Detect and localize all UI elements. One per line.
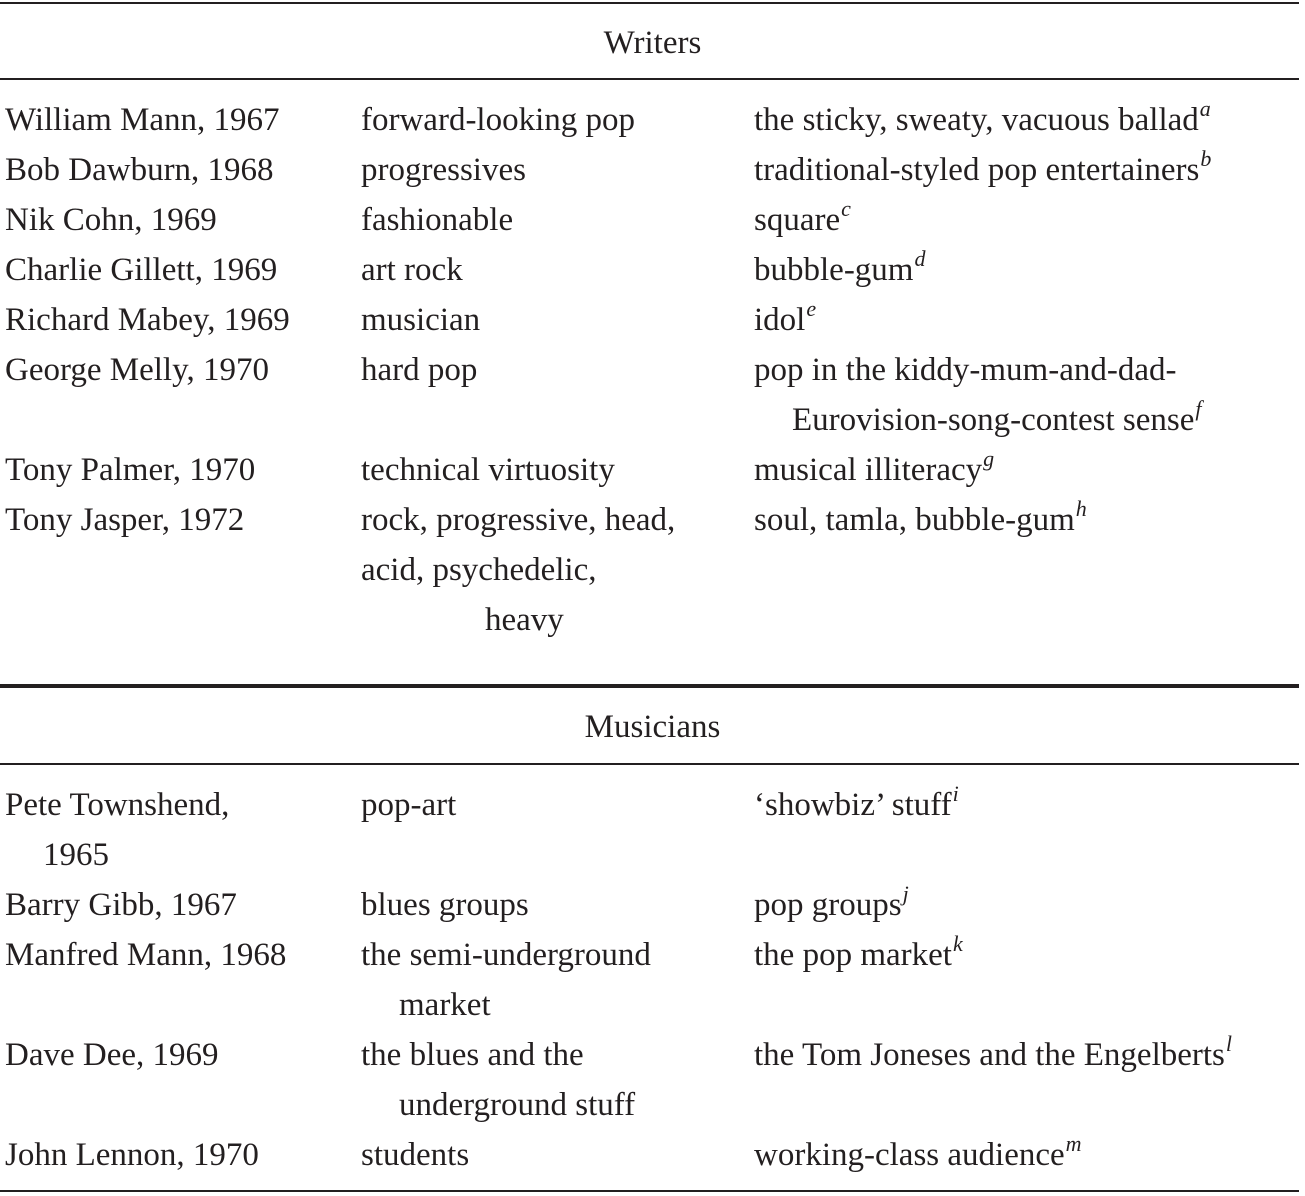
section-divider-rule: [0, 684, 1299, 688]
author-cell: Nik Cohn, 1969: [5, 202, 217, 238]
negative-term-cell: [754, 780, 959, 830]
author-cell: John Lennon, 1970: [5, 1137, 259, 1173]
negative-term-cell: [754, 145, 1211, 195]
negative-term-text: pop groups: [754, 887, 902, 923]
negative-term-text: ‘showbiz’ stuff: [754, 787, 952, 823]
negative-term-cell: [754, 445, 994, 495]
negative-term-text: idol: [754, 302, 806, 338]
footnote-marker: e: [806, 296, 817, 321]
author-cell: William Mann, 1967: [5, 102, 280, 138]
positive-term-cell: technical virtuosity: [361, 452, 615, 488]
negative-term-cell: [754, 95, 1211, 145]
footnote-marker: l: [1225, 1031, 1233, 1056]
musicians-heading: Musicians: [584, 709, 721, 745]
author-cell: Charlie Gillett, 1969: [5, 252, 278, 288]
negative-term-cell: [754, 345, 1201, 445]
writers-heading: Writers: [603, 25, 702, 61]
author-cell: Barry Gibb, 1967: [5, 887, 237, 923]
negative-term-text: bubble-gum: [754, 252, 914, 288]
negative-term-text: the Tom Joneses and the Engelberts: [754, 1037, 1225, 1073]
positive-term-cell: musician: [361, 302, 481, 338]
positive-term-line: the blues and the: [361, 1037, 584, 1073]
top-rule: [0, 2, 1299, 4]
author-cell: Tony Palmer, 1970: [5, 452, 256, 488]
negative-term-cell: [754, 1030, 1232, 1080]
negative-term-cell: [754, 495, 1087, 545]
footnote-marker: a: [1199, 96, 1211, 121]
positive-term-line: heavy: [485, 602, 564, 638]
footnote-marker: m: [1065, 1131, 1082, 1156]
writers-heading-rule: [0, 78, 1299, 80]
negative-term-text: working-class audience: [754, 1137, 1065, 1173]
positive-term-cell: [361, 930, 651, 1030]
footnote-marker: j: [902, 881, 909, 906]
positive-term-cell: pop-art: [361, 787, 457, 823]
negative-term-line: pop in the kiddy-mum-and-dad-: [754, 352, 1177, 388]
author-line: 1965: [43, 837, 109, 873]
author-cell: Tony Jasper, 1972: [5, 502, 245, 538]
author-cell: Richard Mabey, 1969: [5, 302, 290, 338]
bottom-rule: [0, 1190, 1299, 1192]
positive-term-cell: students: [361, 1137, 470, 1173]
negative-term-cell: [754, 930, 963, 980]
author-cell: [5, 780, 229, 880]
positive-term-cell: art rock: [361, 252, 463, 288]
footnote-marker: g: [983, 446, 995, 471]
positive-term-cell: blues groups: [361, 887, 529, 923]
footnote-marker: f: [1195, 396, 1202, 421]
footnote-marker: b: [1200, 146, 1212, 171]
positive-term-cell: forward-looking pop: [361, 102, 636, 138]
negative-term-cell: [754, 245, 925, 295]
author-cell: Manfred Mann, 1968: [5, 937, 287, 973]
negative-term-text: musical illiteracy: [754, 452, 983, 488]
positive-term-line: acid, psychedelic,: [361, 552, 597, 588]
negative-term-text: Eurovision-song-contest sense: [792, 402, 1195, 438]
positive-term-line: rock, progressive, head,: [361, 502, 676, 538]
negative-term-text: square: [754, 202, 841, 238]
negative-term-text: traditional-styled pop entertainers: [754, 152, 1200, 188]
positive-term-cell: fashionable: [361, 202, 514, 238]
negative-term-cell: [754, 295, 816, 345]
negative-term-line: [754, 395, 1201, 445]
negative-term-cell: [754, 1130, 1082, 1180]
author-cell: Bob Dawburn, 1968: [5, 152, 274, 188]
positive-term-cell: progressives: [361, 152, 526, 188]
footnote-marker: h: [1075, 496, 1087, 521]
musicians-heading-rule: [0, 763, 1299, 765]
negative-term-text: the pop market: [754, 937, 952, 973]
footnote-marker: k: [952, 931, 963, 956]
negative-term-cell: [754, 195, 851, 245]
negative-term-text: soul, tamla, bubble-gum: [754, 502, 1075, 538]
positive-term-cell: [361, 1030, 635, 1130]
author-cell: George Melly, 1970: [5, 352, 269, 388]
author-cell: Dave Dee, 1969: [5, 1037, 219, 1073]
footnote-marker: c: [841, 196, 851, 221]
positive-term-line: market: [399, 987, 491, 1023]
positive-term-cell: hard pop: [361, 352, 478, 388]
negative-term-cell: [754, 880, 909, 930]
footnote-marker: i: [952, 781, 959, 806]
positive-term-line: the semi-underground: [361, 937, 651, 973]
negative-term-text: the sticky, sweaty, vacuous ballad: [754, 102, 1199, 138]
positive-term-cell: [361, 495, 675, 645]
positive-term-line: underground stuff: [399, 1087, 636, 1123]
author-line: Pete Townshend,: [5, 787, 230, 823]
footnote-marker: d: [914, 246, 926, 271]
